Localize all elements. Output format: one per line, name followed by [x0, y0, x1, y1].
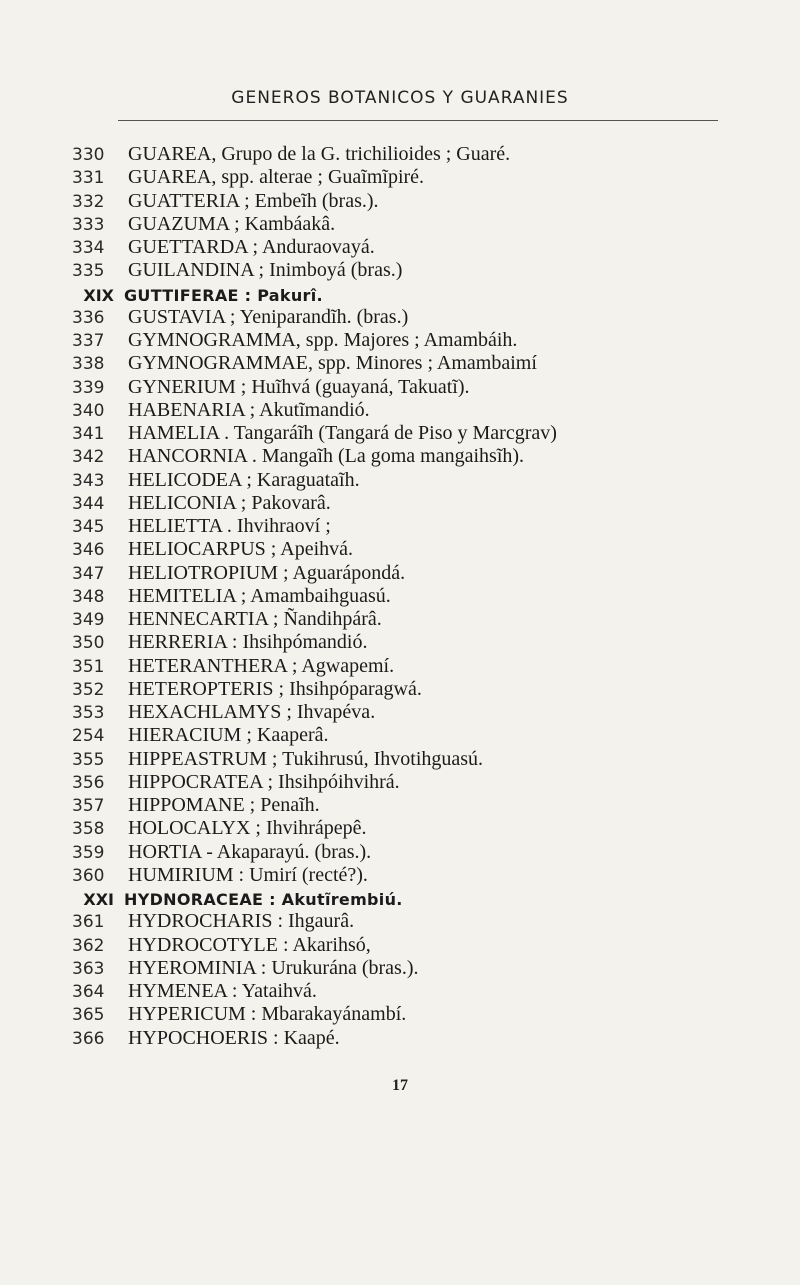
entry-number: 334: [72, 238, 105, 258]
entry-text: HETERANTHERA ; Agwapemí.: [128, 654, 395, 677]
entry-text: HEXACHLAMYS ; Ihvapéva.: [128, 701, 376, 723]
entry-text: HABENARIA ; Akutĩmandió.: [128, 398, 370, 421]
entry-text: HYMENEA : Yataihvá.: [128, 980, 317, 1002]
page-header: GENEROS BOTANICOS Y GUARANIES: [231, 88, 569, 108]
entry-text: HOLOCALYX ; Ihvihrápepê.: [128, 817, 367, 840]
entry-number: 337: [72, 331, 105, 351]
entry-number: 342: [72, 447, 105, 468]
entry-text: GUAZUMA ; Kambáakâ.: [128, 212, 336, 235]
genus-entry: [72, 585, 762, 608]
genus-entry: [72, 492, 762, 515]
genus-entry: [72, 190, 762, 213]
entry-text: HERRERIA : Ihsihpómandió.: [128, 631, 368, 654]
family-name: GUTTIFERAE : Pakurî.: [124, 285, 323, 305]
entry-text: HANCORNIA . Mangaĩh (La goma mangaihsĩh).: [128, 445, 525, 468]
genus-entry: [72, 910, 762, 933]
entry-number: 356: [72, 772, 105, 793]
entry-text: HEMITELIA ; Amambaihguasú.: [128, 584, 391, 607]
entry-number: 362: [72, 935, 105, 956]
entry-number: 355: [72, 749, 105, 770]
entry-number: 344: [72, 493, 105, 514]
genus-entry: [72, 143, 762, 166]
entry-number: 353: [72, 703, 105, 723]
entry-number: 352: [72, 679, 105, 700]
entry-text: HELICODEA ; Karaguataĩh.: [128, 468, 360, 491]
entry-number: 254: [72, 726, 105, 747]
genus-entry: [72, 934, 762, 957]
genus-entry: [72, 864, 762, 887]
entry-number: 351: [72, 656, 105, 677]
genus-entry: [72, 445, 762, 468]
family-heading: [72, 887, 762, 910]
entry-number: 358: [72, 819, 105, 840]
genus-entry: [72, 980, 762, 1003]
genus-entry: [72, 841, 762, 864]
genus-entry: [72, 701, 762, 724]
genus-entry: [72, 957, 762, 980]
genus-entry: [72, 352, 762, 375]
entry-number: 363: [72, 958, 105, 979]
entry-text: HIERACIUM ; Kaaperâ.: [128, 724, 329, 747]
genus-entry: [72, 329, 762, 352]
genus-entry: [72, 608, 762, 631]
entry-text: HAMELIA . Tangaráĩh (Tangará de Piso y Marcgrav): [128, 422, 557, 444]
entry-number: 333: [72, 214, 105, 235]
entry-number: 340: [72, 400, 105, 421]
entry-number: 347: [72, 563, 105, 584]
entry-number: 349: [72, 610, 105, 630]
entry-text: GUAREA, spp. alterae ; Guaĩmĩpiré.: [128, 166, 425, 189]
genus-entry: [72, 259, 762, 282]
entry-text: HELIOCARPUS ; Apeihvá.: [128, 538, 353, 561]
entry-text: HENNECARTIA ; Ñandihpárâ.: [128, 608, 382, 630]
header-rule: [118, 120, 718, 121]
entry-text: GUATTERIA ; Embeĩh (bras.).: [128, 189, 379, 212]
genus-entry: [72, 748, 762, 771]
entry-text: HYDROCHARIS : Ihgaurâ.: [128, 910, 355, 933]
family-roman-numeral: XXI: [83, 890, 114, 909]
entry-text: HYDROCOTYLE : Akarihsó,: [128, 933, 371, 956]
entry-number: 365: [72, 1005, 105, 1026]
entry-number: 348: [72, 586, 105, 607]
genus-entry: [72, 422, 762, 445]
entry-text: HIPPOMANE ; Penaĩh.: [128, 794, 320, 816]
genus-entry: [72, 538, 762, 561]
entry-list: [72, 143, 762, 1050]
page-number: 17: [392, 1077, 408, 1094]
entry-number: 350: [72, 633, 105, 654]
entry-number: 339: [72, 377, 105, 398]
entry-number: 336: [72, 307, 105, 328]
entry-number: 345: [72, 517, 105, 537]
genus-entry: [72, 1003, 762, 1026]
entry-text: GUSTAVIA ; Yeniparandĩh. (bras.): [128, 305, 409, 328]
entry-text: HYEROMINIA : Urukurána (bras.).: [128, 956, 419, 979]
genus-entry: [72, 213, 762, 236]
entry-text: HYPOCHOERIS : Kaapé.: [128, 1026, 340, 1049]
entry-text: HIPPEASTRUM ; Tukihrusú, Ihvotihguasú.: [128, 747, 484, 770]
entry-number: 331: [72, 168, 105, 189]
entry-number: 357: [72, 796, 105, 816]
entry-text: HELIOTROPIUM ; Aguarápondá.: [128, 561, 406, 584]
entry-number: 359: [72, 842, 105, 863]
entry-text: HELICONIA ; Pakovarâ.: [128, 491, 331, 514]
genus-entry: [72, 631, 762, 654]
entry-text: GUILANDINA ; Inimboyá (bras.): [128, 259, 403, 282]
genus-entry: [72, 655, 762, 678]
family-heading: [72, 283, 762, 306]
entry-number: 346: [72, 540, 105, 561]
genus-entry: [72, 562, 762, 585]
entry-number: 364: [72, 982, 105, 1002]
entry-number: 361: [72, 912, 105, 933]
entry-number: 332: [72, 191, 105, 212]
entry-number: 343: [72, 470, 105, 491]
entry-text: GUETTARDA ; Anduraovayá.: [128, 236, 375, 258]
genus-entry: [72, 678, 762, 701]
genus-entry: [72, 376, 762, 399]
entry-text: HIPPOCRATEA ; Ihsihpóihvihrá.: [128, 770, 400, 793]
genus-entry: [72, 306, 762, 329]
entry-text: HUMIRIUM : Umirí (recté?).: [128, 863, 368, 886]
entry-text: HYPERICUM : Mbarakayánambí.: [128, 1003, 407, 1026]
genus-entry: [72, 1027, 762, 1050]
genus-entry: [72, 817, 762, 840]
entry-text: GYNERIUM ; Huĩhvá (guayaná, Takuatĩ).: [128, 375, 470, 398]
entry-text: HORTIA - Akaparayú. (bras.).: [128, 840, 372, 863]
entry-text: GYMNOGRAMMA, spp. Majores ; Amambáih.: [128, 329, 518, 351]
genus-entry: [72, 515, 762, 538]
genus-entry: [72, 399, 762, 422]
entry-number: 360: [72, 865, 105, 886]
entry-number: 366: [72, 1028, 105, 1049]
genus-entry: [72, 794, 762, 817]
entry-number: 338: [72, 354, 105, 375]
entry-text: HETEROPTERIS ; Ihsihpóparagwá.: [128, 677, 422, 700]
genus-entry: [72, 724, 762, 747]
genus-entry: [72, 469, 762, 492]
genus-entry: [72, 236, 762, 259]
genus-entry: [72, 166, 762, 189]
genus-entry: [72, 771, 762, 794]
entry-number: 341: [72, 424, 105, 444]
family-roman-numeral: XIX: [83, 285, 114, 305]
entry-number: 335: [72, 261, 105, 282]
entry-text: GUAREA, Grupo de la G. trichilioides ; Guaré.: [128, 143, 511, 165]
family-name: HYDNORACEAE : Akutĩrembiú.: [124, 890, 403, 909]
entry-text: HELIETTA . Ihvihraoví ;: [128, 515, 331, 537]
entry-text: GYMNOGRAMMAE, spp. Minores ; Amambaimí: [128, 352, 537, 375]
entry-number: 330: [72, 145, 105, 165]
